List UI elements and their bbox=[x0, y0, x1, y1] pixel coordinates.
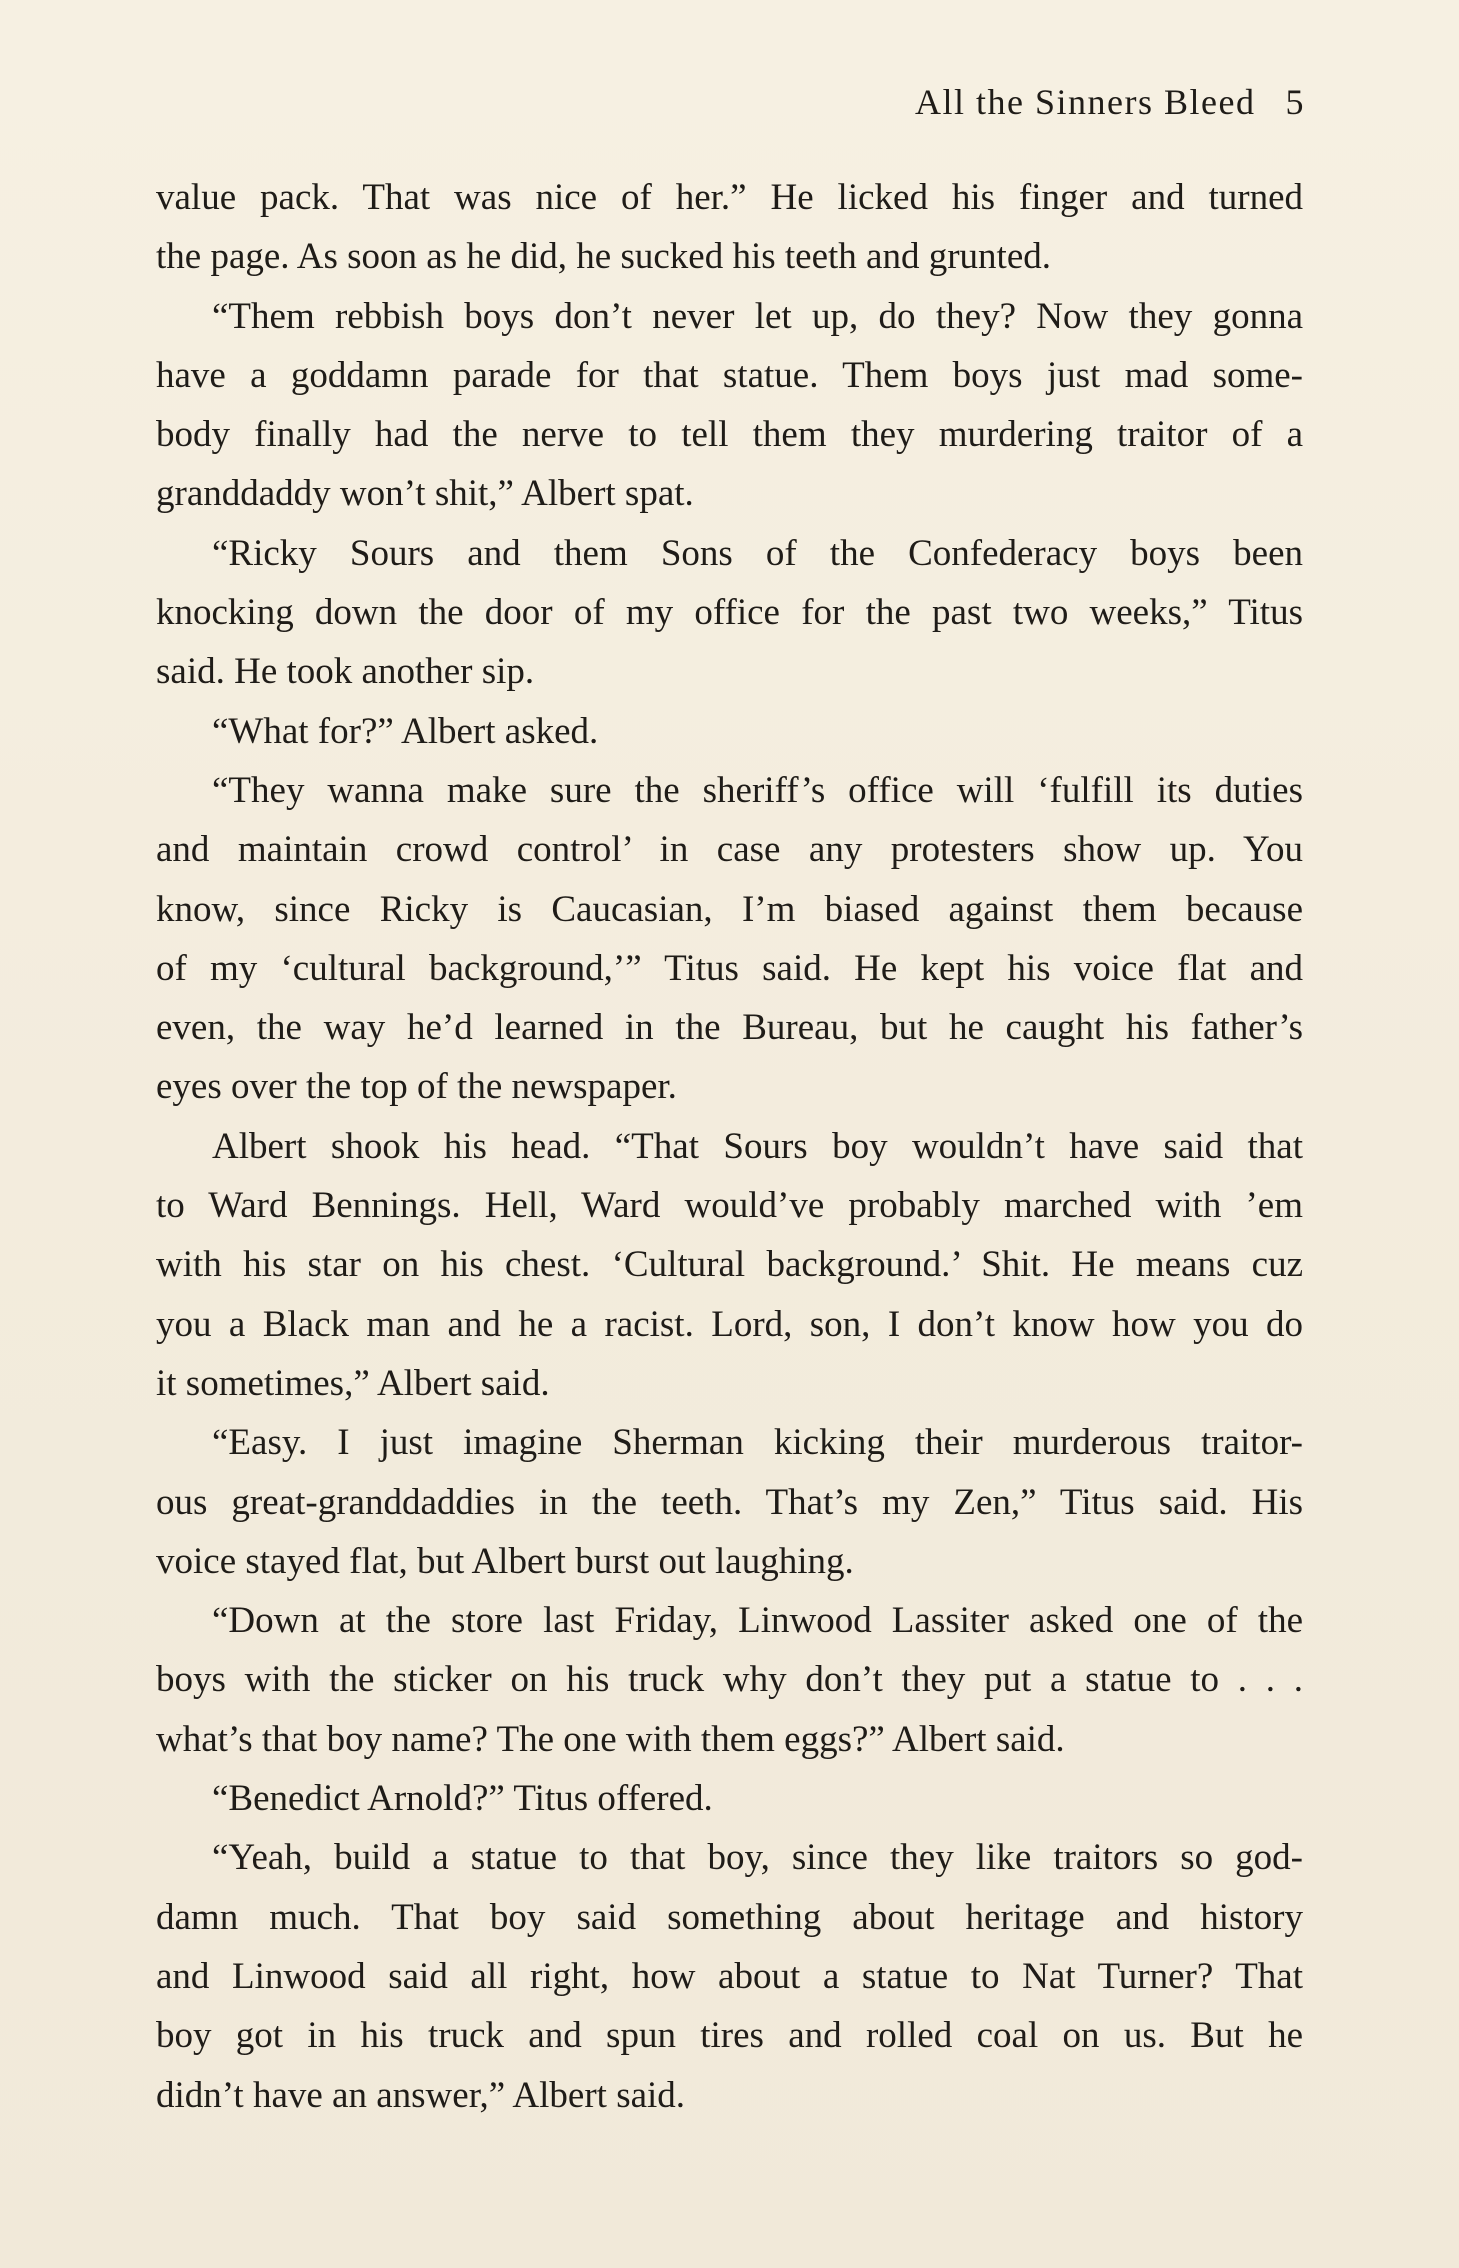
running-head-title: All the Sinners Bleed bbox=[915, 82, 1256, 122]
text-line: boys with the sticker on his truck why don’t they put a statue to . . . bbox=[156, 1659, 1303, 1701]
page-number: 5 bbox=[1285, 82, 1305, 122]
text-line: it sometimes,” Albert said. bbox=[156, 1362, 550, 1404]
text-line: didn’t have an answer,” Albert said. bbox=[156, 2074, 686, 2116]
text-line: body finally had the nerve to tell them they murdering traitor of a bbox=[156, 414, 1303, 456]
text-line: “They wanna make sure the sheriff’s office will ‘fulfill its duties bbox=[212, 769, 1303, 811]
text-line: boy got in his truck and spun tires and rolled coal on us. But he bbox=[156, 2015, 1303, 2057]
text-line: knocking down the door of my office for the past two weeks,” Titus bbox=[156, 592, 1303, 634]
text-line: have a goddamn parade for that statue. Them boys just mad some- bbox=[156, 354, 1303, 396]
body-text bbox=[156, 168, 1303, 2125]
text-line: voice stayed flat, but Albert burst out laughing. bbox=[156, 1540, 854, 1582]
running-head bbox=[915, 84, 1305, 120]
text-line: and Linwood said all right, how about a statue to Nat Turner? That bbox=[156, 1955, 1303, 1997]
text-line: “Easy. I just imagine Sherman kicking their murderous traitor- bbox=[212, 1422, 1303, 1464]
text-line: “What for?” Albert asked. bbox=[212, 710, 599, 752]
text-line: to Ward Bennings. Hell, Ward would’ve probably marched with ’em bbox=[156, 1185, 1303, 1227]
text-line: what’s that boy name? The one with them eggs?” Albert said. bbox=[156, 1718, 1065, 1760]
text-line: you a Black man and he a racist. Lord, son, I don’t know how you do bbox=[156, 1303, 1303, 1345]
text-line: and maintain crowd control’ in case any protesters show up. You bbox=[156, 829, 1303, 871]
text-line: damn much. That boy said something about heritage and history bbox=[156, 1896, 1303, 1938]
text-line: know, since Ricky is Caucasian, I’m biased against them because bbox=[156, 888, 1303, 930]
text-line: “Ricky Sours and them Sons of the Confederacy boys been bbox=[212, 532, 1303, 574]
text-line: “Down at the store last Friday, Linwood Lassiter asked one of the bbox=[212, 1600, 1303, 1642]
text-line: “Yeah, build a statue to that boy, since they like traitors so god- bbox=[212, 1837, 1303, 1879]
text-line: “Them rebbish boys don’t never let up, do they? Now they gonna bbox=[212, 295, 1303, 337]
text-line: “Benedict Arnold?” Titus offered. bbox=[212, 1778, 713, 1820]
text-line: even, the way he’d learned in the Bureau, but he caught his father’s bbox=[156, 1007, 1303, 1049]
text-line: said. He took another sip. bbox=[156, 651, 535, 693]
text-line: value pack. That was nice of her.” He licked his finger and turned bbox=[156, 177, 1303, 218]
text-line: the page. As soon as he did, he sucked his teeth and grunted. bbox=[156, 236, 1051, 278]
text-line: ous great-granddaddies in the teeth. That’s my Zen,” Titus said. His bbox=[156, 1481, 1303, 1523]
text-line: of my ‘cultural background,’” Titus said. He kept his voice flat and bbox=[156, 947, 1303, 989]
text-line: with his star on his chest. ‘Cultural background.’ Shit. He means cuz bbox=[156, 1244, 1303, 1286]
text-line: granddaddy won’t shit,” Albert spat. bbox=[156, 473, 694, 515]
text-line: eyes over the top of the newspaper. bbox=[156, 1066, 677, 1108]
text-line: Albert shook his head. “That Sours boy wouldn’t have said that bbox=[212, 1125, 1303, 1167]
